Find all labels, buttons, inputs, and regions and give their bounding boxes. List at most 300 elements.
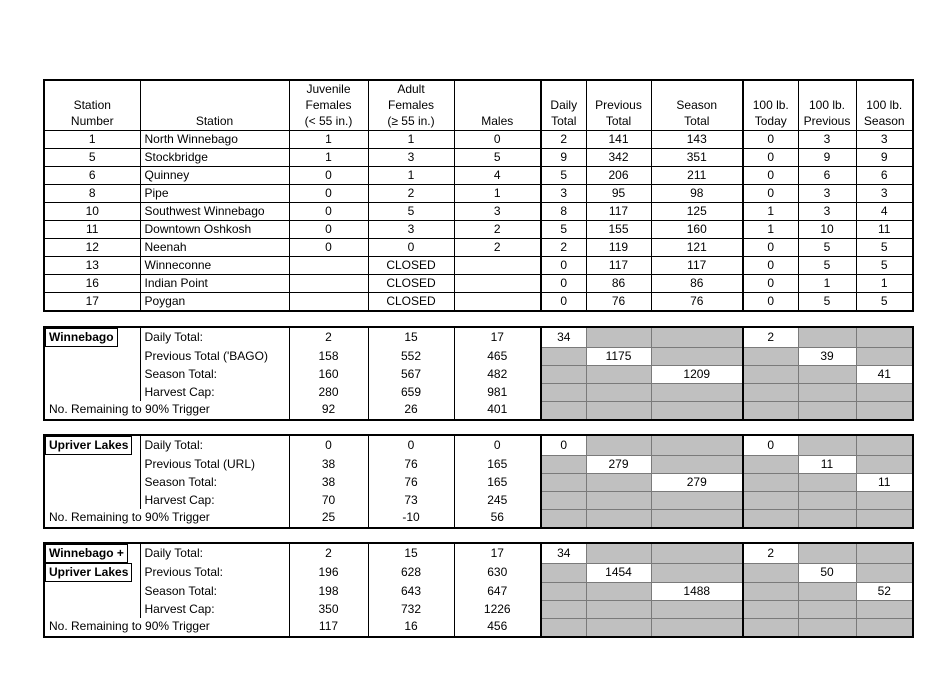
season-total: 160 (651, 221, 743, 239)
males-count: 482 (454, 365, 541, 383)
previous-total (586, 473, 651, 491)
adult-count: 76 (368, 473, 454, 491)
males-count: 0 (454, 435, 541, 455)
lb-previous (798, 327, 856, 347)
previous-total: 119 (586, 239, 651, 257)
lb-season: 4 (856, 203, 913, 221)
lb-season: 11 (856, 473, 913, 491)
lb-previous (798, 491, 856, 509)
juvenile-count: 160 (289, 365, 368, 383)
males-count: 56 (454, 509, 541, 528)
lb-today (743, 509, 798, 528)
lb-today (743, 347, 798, 365)
previous-total: 95 (586, 185, 651, 203)
lb-today (743, 491, 798, 509)
col-adult: Adult Females (≥ 55 in.) (368, 80, 454, 131)
previous-total (586, 618, 651, 637)
summary-row (44, 473, 913, 491)
daily-total (541, 473, 586, 491)
previous-total: 76 (586, 293, 651, 312)
lb-season (856, 509, 913, 528)
males-count: 456 (454, 618, 541, 637)
adult-count: CLOSED (368, 275, 454, 293)
lb-season (856, 455, 913, 473)
lb-today: 0 (743, 435, 798, 455)
lb-today (743, 600, 798, 618)
summary-row-label: Harvest Cap: (140, 491, 289, 509)
adult-count: 73 (368, 491, 454, 509)
season-total: 351 (651, 149, 743, 167)
lb-today: 0 (743, 257, 798, 275)
adult-count: 15 (368, 327, 454, 347)
summary-group-cell (44, 455, 140, 473)
previous-total (586, 509, 651, 528)
juvenile-count: 2 (289, 327, 368, 347)
table-row (44, 203, 913, 221)
summary-group-cell (44, 347, 140, 365)
station-name: Southwest Winnebago (140, 203, 289, 221)
adult-count: 628 (368, 563, 454, 582)
males-count: 630 (454, 563, 541, 582)
juvenile-count: 117 (289, 618, 368, 637)
lb-previous (798, 435, 856, 455)
daily-total (541, 509, 586, 528)
males-count: 2 (454, 239, 541, 257)
summary-row (44, 365, 913, 383)
juvenile-count (289, 257, 368, 275)
males-count (454, 257, 541, 275)
lb-today: 0 (743, 293, 798, 312)
summary-row-label: Season Total: (140, 365, 289, 383)
daily-total: 9 (541, 149, 586, 167)
previous-total: 1454 (586, 563, 651, 582)
daily-total: 2 (541, 239, 586, 257)
summary-group-cell (44, 473, 140, 491)
juvenile-count: 196 (289, 563, 368, 582)
station-number: 8 (44, 185, 140, 203)
summary-row (44, 327, 913, 347)
juvenile-count: 0 (289, 435, 368, 455)
males-count: 401 (454, 401, 541, 420)
station-name: Poygan (140, 293, 289, 312)
summary-row-label: No. Remaining to 90% Trigger (44, 618, 289, 637)
daily-total: 0 (541, 293, 586, 312)
lb-season: 3 (856, 185, 913, 203)
lb-season: 5 (856, 257, 913, 275)
lb-season: 6 (856, 167, 913, 185)
summary-group-cell (44, 582, 140, 600)
table-row (44, 185, 913, 203)
adult-count: 567 (368, 365, 454, 383)
daily-total: 2 (541, 131, 586, 149)
lb-previous: 10 (798, 221, 856, 239)
juvenile-count: 38 (289, 455, 368, 473)
lb-previous (798, 365, 856, 383)
station-table (43, 79, 914, 312)
lb-previous (798, 509, 856, 528)
daily-total (541, 455, 586, 473)
adult-count: 659 (368, 383, 454, 401)
daily-total (541, 347, 586, 365)
lb-today: 1 (743, 221, 798, 239)
lb-today: 0 (743, 149, 798, 167)
males-count: 1 (454, 185, 541, 203)
lb-previous: 1 (798, 275, 856, 293)
lb-season (856, 543, 913, 563)
lb-today (743, 618, 798, 637)
juvenile-count: 0 (289, 185, 368, 203)
season-total: 86 (651, 275, 743, 293)
adult-count: 5 (368, 203, 454, 221)
table-row (44, 221, 913, 239)
station-name: Neenah (140, 239, 289, 257)
lb-season (856, 618, 913, 637)
summary-row-label: No. Remaining to 90% Trigger (44, 401, 289, 420)
lb-previous: 3 (798, 185, 856, 203)
summary-table-winnebago (43, 326, 914, 421)
summary-row-label: Previous Total ('BAGO) (140, 347, 289, 365)
col-lb-previous: 100 lb. Previous (798, 80, 856, 131)
station-name: Indian Point (140, 275, 289, 293)
lb-today: 0 (743, 239, 798, 257)
adult-count: 26 (368, 401, 454, 420)
adult-count: CLOSED (368, 257, 454, 275)
lb-previous (798, 582, 856, 600)
juvenile-count: 25 (289, 509, 368, 528)
previous-total (586, 491, 651, 509)
lb-season (856, 435, 913, 455)
lb-previous (798, 473, 856, 491)
season-total (651, 401, 743, 420)
males-count: 5 (454, 149, 541, 167)
station-number: 5 (44, 149, 140, 167)
station-number: 16 (44, 275, 140, 293)
previous-total (586, 401, 651, 420)
station-name: Winneconne (140, 257, 289, 275)
col-station: Station (140, 80, 289, 131)
lb-season: 5 (856, 239, 913, 257)
lb-season (856, 600, 913, 618)
adult-count: 0 (368, 435, 454, 455)
summary-table-combined (43, 542, 914, 638)
lb-today (743, 365, 798, 383)
adult-count: 2 (368, 185, 454, 203)
daily-total (541, 582, 586, 600)
summary-row (44, 401, 913, 420)
summary-group-label: Upriver Lakes (45, 436, 132, 455)
daily-total: 0 (541, 275, 586, 293)
station-number: 12 (44, 239, 140, 257)
summary-row (44, 347, 913, 365)
summary-row (44, 600, 913, 618)
males-count (454, 275, 541, 293)
summary-row-label: Daily Total: (140, 543, 289, 563)
season-total (651, 491, 743, 509)
previous-total (586, 600, 651, 618)
col-season-total: Season Total (651, 80, 743, 131)
males-count: 165 (454, 455, 541, 473)
lb-today (743, 563, 798, 582)
station-number: 1 (44, 131, 140, 149)
lb-today (743, 383, 798, 401)
summary-row (44, 618, 913, 637)
males-count (454, 293, 541, 312)
juvenile-count: 0 (289, 239, 368, 257)
season-total (651, 347, 743, 365)
adult-count: 3 (368, 221, 454, 239)
season-total (651, 618, 743, 637)
lb-season (856, 347, 913, 365)
previous-total: 155 (586, 221, 651, 239)
daily-total: 0 (541, 257, 586, 275)
adult-count: CLOSED (368, 293, 454, 312)
lb-season (856, 491, 913, 509)
daily-total (541, 491, 586, 509)
season-total (651, 509, 743, 528)
season-total (651, 600, 743, 618)
juvenile-count: 198 (289, 582, 368, 600)
lb-season (856, 327, 913, 347)
station-number: 13 (44, 257, 140, 275)
lb-previous: 5 (798, 239, 856, 257)
summary-group-cell (44, 563, 140, 582)
juvenile-count: 92 (289, 401, 368, 420)
lb-season (856, 383, 913, 401)
previous-total: 206 (586, 167, 651, 185)
previous-total: 279 (586, 455, 651, 473)
daily-total: 8 (541, 203, 586, 221)
previous-total: 141 (586, 131, 651, 149)
lb-today: 0 (743, 167, 798, 185)
summary-row-label: Daily Total: (140, 435, 289, 455)
lb-previous (798, 600, 856, 618)
season-total: 121 (651, 239, 743, 257)
adult-count: 0 (368, 239, 454, 257)
juvenile-count: 38 (289, 473, 368, 491)
station-name: Stockbridge (140, 149, 289, 167)
males-count: 165 (454, 473, 541, 491)
station-name: Quinney (140, 167, 289, 185)
males-count: 465 (454, 347, 541, 365)
previous-total (586, 582, 651, 600)
lb-previous: 5 (798, 257, 856, 275)
lb-season: 41 (856, 365, 913, 383)
lb-season: 5 (856, 293, 913, 312)
lb-today (743, 455, 798, 473)
season-total (651, 455, 743, 473)
lb-today: 2 (743, 543, 798, 563)
summary-row-label: Season Total: (140, 582, 289, 600)
daily-total (541, 365, 586, 383)
males-count: 0 (454, 131, 541, 149)
lb-previous: 6 (798, 167, 856, 185)
daily-total (541, 383, 586, 401)
summary-group-cell (44, 491, 140, 509)
summary-row (44, 383, 913, 401)
summary-row-label: Previous Total (URL) (140, 455, 289, 473)
juvenile-count: 0 (289, 221, 368, 239)
lb-season: 11 (856, 221, 913, 239)
lb-season: 3 (856, 131, 913, 149)
previous-total (586, 543, 651, 563)
station-name: Downtown Oshkosh (140, 221, 289, 239)
lb-today (743, 582, 798, 600)
lb-previous: 11 (798, 455, 856, 473)
summary-group-cell (44, 435, 140, 455)
summary-row-label: Harvest Cap: (140, 600, 289, 618)
summary-group-label: Winnebago + (45, 544, 128, 563)
lb-previous: 5 (798, 293, 856, 312)
season-total: 143 (651, 131, 743, 149)
juvenile-count: 0 (289, 203, 368, 221)
summary-group-cell (44, 365, 140, 383)
summary-row (44, 582, 913, 600)
station-number: 6 (44, 167, 140, 185)
lb-today: 2 (743, 327, 798, 347)
juvenile-count: 70 (289, 491, 368, 509)
season-total: 1488 (651, 582, 743, 600)
previous-total: 342 (586, 149, 651, 167)
daily-total: 3 (541, 185, 586, 203)
summary-row (44, 509, 913, 528)
lb-season (856, 563, 913, 582)
season-total: 76 (651, 293, 743, 312)
summary-group-label: Upriver Lakes (45, 563, 132, 582)
adult-count: 76 (368, 455, 454, 473)
summary-group-cell (44, 600, 140, 618)
lb-previous: 3 (798, 131, 856, 149)
summary-group-cell (44, 327, 140, 347)
col-males: Males (454, 80, 541, 131)
previous-total (586, 327, 651, 347)
daily-total: 34 (541, 543, 586, 563)
lb-today: 0 (743, 131, 798, 149)
lb-season (856, 401, 913, 420)
previous-total: 117 (586, 257, 651, 275)
lb-today (743, 473, 798, 491)
summary-row (44, 543, 913, 563)
males-count: 2 (454, 221, 541, 239)
lb-season: 1 (856, 275, 913, 293)
season-total: 98 (651, 185, 743, 203)
previous-total: 1175 (586, 347, 651, 365)
juvenile-count: 1 (289, 149, 368, 167)
males-count: 17 (454, 543, 541, 563)
lb-previous (798, 383, 856, 401)
summary-row (44, 491, 913, 509)
table-row (44, 131, 913, 149)
juvenile-count: 0 (289, 167, 368, 185)
col-lb-season: 100 lb. Season (856, 80, 913, 131)
males-count: 4 (454, 167, 541, 185)
lb-previous: 50 (798, 563, 856, 582)
summary-row (44, 563, 913, 582)
lb-season: 52 (856, 582, 913, 600)
col-juvenile: Juvenile Females (< 55 in.) (289, 80, 368, 131)
adult-count: 15 (368, 543, 454, 563)
lb-previous: 39 (798, 347, 856, 365)
juvenile-count: 350 (289, 600, 368, 618)
juvenile-count: 280 (289, 383, 368, 401)
males-count: 981 (454, 383, 541, 401)
season-total: 1209 (651, 365, 743, 383)
station-number: 17 (44, 293, 140, 312)
col-daily-total: Daily Total (541, 80, 586, 131)
season-total (651, 543, 743, 563)
station-name: Pipe (140, 185, 289, 203)
adult-count: 1 (368, 131, 454, 149)
table-row (44, 239, 913, 257)
season-total (651, 383, 743, 401)
summary-row (44, 455, 913, 473)
table-row (44, 275, 913, 293)
previous-total: 117 (586, 203, 651, 221)
daily-total: 34 (541, 327, 586, 347)
males-count: 647 (454, 582, 541, 600)
males-count: 1226 (454, 600, 541, 618)
table-row (44, 149, 913, 167)
summary-row-label: Daily Total: (140, 327, 289, 347)
season-total (651, 563, 743, 582)
adult-count: 16 (368, 618, 454, 637)
adult-count: 732 (368, 600, 454, 618)
daily-total (541, 563, 586, 582)
lb-today: 0 (743, 275, 798, 293)
col-lb-today: 100 lb. Today (743, 80, 798, 131)
adult-count: 1 (368, 167, 454, 185)
table-row (44, 167, 913, 185)
lb-previous (798, 401, 856, 420)
table-row (44, 293, 913, 312)
season-total: 117 (651, 257, 743, 275)
lb-previous: 9 (798, 149, 856, 167)
previous-total (586, 365, 651, 383)
juvenile-count (289, 293, 368, 312)
juvenile-count (289, 275, 368, 293)
juvenile-count: 1 (289, 131, 368, 149)
col-station-number: Station Number (44, 80, 140, 131)
summary-table-upriver (43, 434, 914, 529)
males-count: 245 (454, 491, 541, 509)
juvenile-count: 2 (289, 543, 368, 563)
season-total (651, 435, 743, 455)
lb-today: 0 (743, 185, 798, 203)
table-row (44, 257, 913, 275)
daily-total (541, 401, 586, 420)
lb-previous: 3 (798, 203, 856, 221)
summary-row-label: Harvest Cap: (140, 383, 289, 401)
summary-group-cell (44, 383, 140, 401)
summary-group-label: Winnebago (45, 328, 118, 347)
lb-season: 9 (856, 149, 913, 167)
summary-row-label: Previous Total: (140, 563, 289, 582)
lb-today (743, 401, 798, 420)
season-total: 211 (651, 167, 743, 185)
juvenile-count: 158 (289, 347, 368, 365)
summary-row-label: Season Total: (140, 473, 289, 491)
station-number: 10 (44, 203, 140, 221)
col-previous-total: Previous Total (586, 80, 651, 131)
daily-total: 5 (541, 221, 586, 239)
previous-total (586, 435, 651, 455)
lb-previous (798, 618, 856, 637)
previous-total (586, 383, 651, 401)
summary-row (44, 435, 913, 455)
males-count: 17 (454, 327, 541, 347)
daily-total (541, 600, 586, 618)
summary-row-label: No. Remaining to 90% Trigger (44, 509, 289, 528)
daily-total: 5 (541, 167, 586, 185)
